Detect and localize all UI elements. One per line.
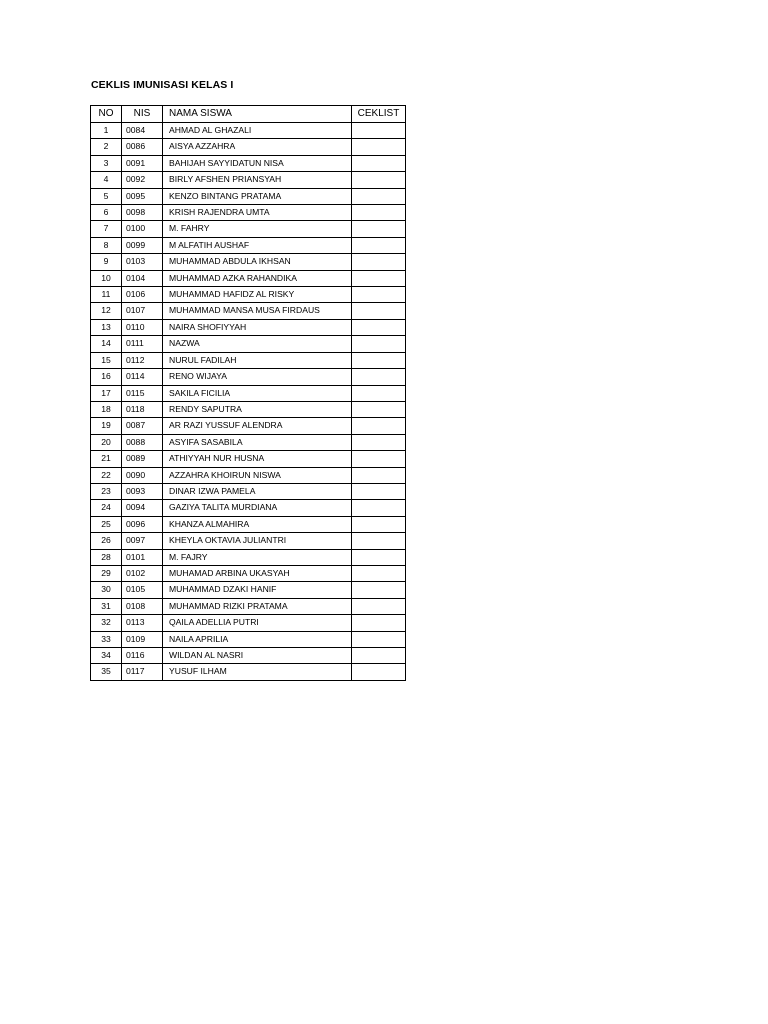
cell-no: 15 bbox=[91, 352, 122, 368]
table-row bbox=[91, 483, 406, 499]
table-row bbox=[91, 451, 406, 467]
cell-no: 4 bbox=[91, 172, 122, 188]
table-row bbox=[91, 467, 406, 483]
cell-no: 5 bbox=[91, 188, 122, 204]
table-row bbox=[91, 565, 406, 581]
cell-no: 32 bbox=[91, 615, 122, 631]
cell-student-name: KHANZA ALMAHIRA bbox=[163, 516, 352, 532]
cell-checklist[interactable] bbox=[352, 467, 406, 483]
cell-no: 16 bbox=[91, 369, 122, 385]
table-row bbox=[91, 270, 406, 286]
cell-nis: 0107 bbox=[122, 303, 163, 319]
table-row bbox=[91, 205, 406, 221]
cell-no: 6 bbox=[91, 205, 122, 221]
cell-checklist[interactable] bbox=[352, 123, 406, 139]
table-row bbox=[91, 172, 406, 188]
cell-nis: 0105 bbox=[122, 582, 163, 598]
cell-no: 3 bbox=[91, 155, 122, 171]
cell-nis: 0086 bbox=[122, 139, 163, 155]
cell-student-name: MUHAMMAD ABDULA IKHSAN bbox=[163, 254, 352, 270]
cell-no: 25 bbox=[91, 516, 122, 532]
table-row bbox=[91, 319, 406, 335]
cell-nis: 0087 bbox=[122, 418, 163, 434]
immunization-checklist-table bbox=[90, 105, 406, 681]
table-row bbox=[91, 385, 406, 401]
cell-no: 1 bbox=[91, 123, 122, 139]
cell-no: 31 bbox=[91, 598, 122, 614]
cell-nis: 0109 bbox=[122, 631, 163, 647]
cell-no: 23 bbox=[91, 483, 122, 499]
cell-nis: 0103 bbox=[122, 254, 163, 270]
table-row bbox=[91, 336, 406, 352]
cell-student-name: MUHAMMAD DZAKI HANIF bbox=[163, 582, 352, 598]
table-row bbox=[91, 237, 406, 253]
table-row bbox=[91, 631, 406, 647]
cell-checklist[interactable] bbox=[352, 237, 406, 253]
cell-checklist[interactable] bbox=[352, 385, 406, 401]
cell-nis: 0100 bbox=[122, 221, 163, 237]
cell-nis: 0099 bbox=[122, 237, 163, 253]
cell-nis: 0094 bbox=[122, 500, 163, 516]
cell-no: 7 bbox=[91, 221, 122, 237]
cell-nis: 0106 bbox=[122, 287, 163, 303]
table-row bbox=[91, 434, 406, 450]
cell-student-name: M ALFATIH AUSHAF bbox=[163, 237, 352, 253]
cell-no: 14 bbox=[91, 336, 122, 352]
cell-no: 12 bbox=[91, 303, 122, 319]
cell-student-name: WILDAN AL NASRI bbox=[163, 648, 352, 664]
page-title: CEKLIS IMUNISASI KELAS I bbox=[91, 79, 234, 91]
cell-checklist[interactable] bbox=[352, 451, 406, 467]
table-row bbox=[91, 123, 406, 139]
cell-no: 13 bbox=[91, 319, 122, 335]
cell-student-name: KENZO BINTANG PRATAMA bbox=[163, 188, 352, 204]
cell-checklist[interactable] bbox=[352, 631, 406, 647]
cell-nis: 0088 bbox=[122, 434, 163, 450]
cell-nis: 0102 bbox=[122, 565, 163, 581]
cell-student-name: MUHAMMAD MANSA MUSA FIRDAUS bbox=[163, 303, 352, 319]
table-row bbox=[91, 533, 406, 549]
cell-student-name: ASYIFA SASABILA bbox=[163, 434, 352, 450]
table-row bbox=[91, 549, 406, 565]
cell-checklist[interactable] bbox=[352, 582, 406, 598]
cell-nis: 0111 bbox=[122, 336, 163, 352]
cell-checklist[interactable] bbox=[352, 418, 406, 434]
table-row bbox=[91, 598, 406, 614]
header-no: NO bbox=[91, 106, 122, 123]
cell-student-name: YUSUF ILHAM bbox=[163, 664, 352, 680]
cell-checklist[interactable] bbox=[352, 352, 406, 368]
cell-student-name: NURUL FADILAH bbox=[163, 352, 352, 368]
cell-nis: 0101 bbox=[122, 549, 163, 565]
table-row bbox=[91, 615, 406, 631]
cell-student-name: MUHAMMAD AZKA RAHANDIKA bbox=[163, 270, 352, 286]
table-row bbox=[91, 664, 406, 680]
cell-checklist[interactable] bbox=[352, 648, 406, 664]
cell-no: 30 bbox=[91, 582, 122, 598]
cell-no: 22 bbox=[91, 467, 122, 483]
cell-nis: 0084 bbox=[122, 123, 163, 139]
cell-checklist[interactable] bbox=[352, 483, 406, 499]
cell-checklist[interactable] bbox=[352, 516, 406, 532]
cell-checklist[interactable] bbox=[352, 188, 406, 204]
cell-no: 28 bbox=[91, 549, 122, 565]
header-nis: NIS bbox=[122, 106, 163, 123]
cell-no: 17 bbox=[91, 385, 122, 401]
cell-checklist[interactable] bbox=[352, 533, 406, 549]
cell-nis: 0093 bbox=[122, 483, 163, 499]
cell-no: 26 bbox=[91, 533, 122, 549]
cell-nis: 0116 bbox=[122, 648, 163, 664]
cell-checklist[interactable] bbox=[352, 221, 406, 237]
table-row bbox=[91, 401, 406, 417]
cell-student-name: ATHIYYAH NUR HUSNA bbox=[163, 451, 352, 467]
cell-nis: 0097 bbox=[122, 533, 163, 549]
cell-student-name: RENDY SAPUTRA bbox=[163, 401, 352, 417]
cell-student-name: AHMAD AL GHAZALI bbox=[163, 123, 352, 139]
cell-checklist[interactable] bbox=[352, 270, 406, 286]
cell-nis: 0091 bbox=[122, 155, 163, 171]
cell-student-name: GAZIYA TALITA MURDIANA bbox=[163, 500, 352, 516]
table-row bbox=[91, 582, 406, 598]
cell-nis: 0092 bbox=[122, 172, 163, 188]
cell-student-name: AR RAZI YUSSUF ALENDRA bbox=[163, 418, 352, 434]
cell-no: 10 bbox=[91, 270, 122, 286]
cell-nis: 0113 bbox=[122, 615, 163, 631]
table-row bbox=[91, 648, 406, 664]
table-body bbox=[91, 123, 406, 681]
cell-nis: 0090 bbox=[122, 467, 163, 483]
header-student-name: NAMA SISWA bbox=[163, 106, 352, 123]
cell-nis: 0118 bbox=[122, 401, 163, 417]
cell-checklist[interactable] bbox=[352, 615, 406, 631]
cell-student-name: QAILA ADELLIA PUTRI bbox=[163, 615, 352, 631]
cell-student-name: NAZWA bbox=[163, 336, 352, 352]
table-row bbox=[91, 352, 406, 368]
cell-checklist[interactable] bbox=[352, 565, 406, 581]
cell-checklist[interactable] bbox=[352, 434, 406, 450]
cell-checklist[interactable] bbox=[352, 500, 406, 516]
table-row bbox=[91, 303, 406, 319]
cell-no: 21 bbox=[91, 451, 122, 467]
cell-nis: 0115 bbox=[122, 385, 163, 401]
cell-checklist[interactable] bbox=[352, 303, 406, 319]
cell-checklist[interactable] bbox=[352, 139, 406, 155]
table-row bbox=[91, 139, 406, 155]
table-row bbox=[91, 369, 406, 385]
cell-checklist[interactable] bbox=[352, 401, 406, 417]
cell-no: 19 bbox=[91, 418, 122, 434]
cell-nis: 0095 bbox=[122, 188, 163, 204]
cell-checklist[interactable] bbox=[352, 155, 406, 171]
cell-checklist[interactable] bbox=[352, 664, 406, 680]
cell-checklist[interactable] bbox=[352, 549, 406, 565]
cell-checklist[interactable] bbox=[352, 369, 406, 385]
cell-no: 34 bbox=[91, 648, 122, 664]
cell-no: 20 bbox=[91, 434, 122, 450]
cell-checklist[interactable] bbox=[352, 287, 406, 303]
table-row bbox=[91, 155, 406, 171]
cell-checklist[interactable] bbox=[352, 319, 406, 335]
cell-nis: 0117 bbox=[122, 664, 163, 680]
cell-checklist[interactable] bbox=[352, 205, 406, 221]
cell-student-name: AISYA AZZAHRA bbox=[163, 139, 352, 155]
cell-no: 2 bbox=[91, 139, 122, 155]
cell-no: 33 bbox=[91, 631, 122, 647]
cell-no: 9 bbox=[91, 254, 122, 270]
cell-no: 35 bbox=[91, 664, 122, 680]
cell-student-name: BAHIJAH SAYYIDATUN NISA bbox=[163, 155, 352, 171]
cell-nis: 0108 bbox=[122, 598, 163, 614]
cell-checklist[interactable] bbox=[352, 254, 406, 270]
cell-no: 8 bbox=[91, 237, 122, 253]
cell-nis: 0098 bbox=[122, 205, 163, 221]
table-row bbox=[91, 418, 406, 434]
table-row bbox=[91, 221, 406, 237]
cell-no: 18 bbox=[91, 401, 122, 417]
cell-student-name: KRISH RAJENDRA UMTA bbox=[163, 205, 352, 221]
table-row bbox=[91, 287, 406, 303]
cell-student-name: MUHAMMAD HAFIDZ AL RISKY bbox=[163, 287, 352, 303]
cell-nis: 0114 bbox=[122, 369, 163, 385]
cell-student-name: KHEYLA OKTAVIA JULIANTRI bbox=[163, 533, 352, 549]
table-row bbox=[91, 254, 406, 270]
header-checklist: CEKLIST bbox=[352, 106, 406, 123]
table-row bbox=[91, 188, 406, 204]
cell-checklist[interactable] bbox=[352, 336, 406, 352]
cell-student-name: MUHAMMAD RIZKI PRATAMA bbox=[163, 598, 352, 614]
cell-checklist[interactable] bbox=[352, 172, 406, 188]
cell-nis: 0110 bbox=[122, 319, 163, 335]
cell-nis: 0096 bbox=[122, 516, 163, 532]
cell-nis: 0089 bbox=[122, 451, 163, 467]
cell-no: 11 bbox=[91, 287, 122, 303]
cell-student-name: M. FAHRY bbox=[163, 221, 352, 237]
cell-nis: 0104 bbox=[122, 270, 163, 286]
cell-nis: 0112 bbox=[122, 352, 163, 368]
table-row bbox=[91, 500, 406, 516]
cell-student-name: RENO WIJAYA bbox=[163, 369, 352, 385]
cell-student-name: DINAR IZWA PAMELA bbox=[163, 483, 352, 499]
cell-student-name: NAILA APRILIA bbox=[163, 631, 352, 647]
cell-student-name: MUHAMAD ARBINA UKASYAH bbox=[163, 565, 352, 581]
cell-no: 24 bbox=[91, 500, 122, 516]
table-row bbox=[91, 516, 406, 532]
cell-student-name: AZZAHRA KHOIRUN NISWA bbox=[163, 467, 352, 483]
cell-no: 29 bbox=[91, 565, 122, 581]
cell-student-name: M. FAJRY bbox=[163, 549, 352, 565]
cell-checklist[interactable] bbox=[352, 598, 406, 614]
cell-student-name: SAKILA FICILIA bbox=[163, 385, 352, 401]
cell-student-name: BIRLY AFSHEN PRIANSYAH bbox=[163, 172, 352, 188]
cell-student-name: NAIRA SHOFIYYAH bbox=[163, 319, 352, 335]
table-header-row bbox=[91, 106, 406, 123]
